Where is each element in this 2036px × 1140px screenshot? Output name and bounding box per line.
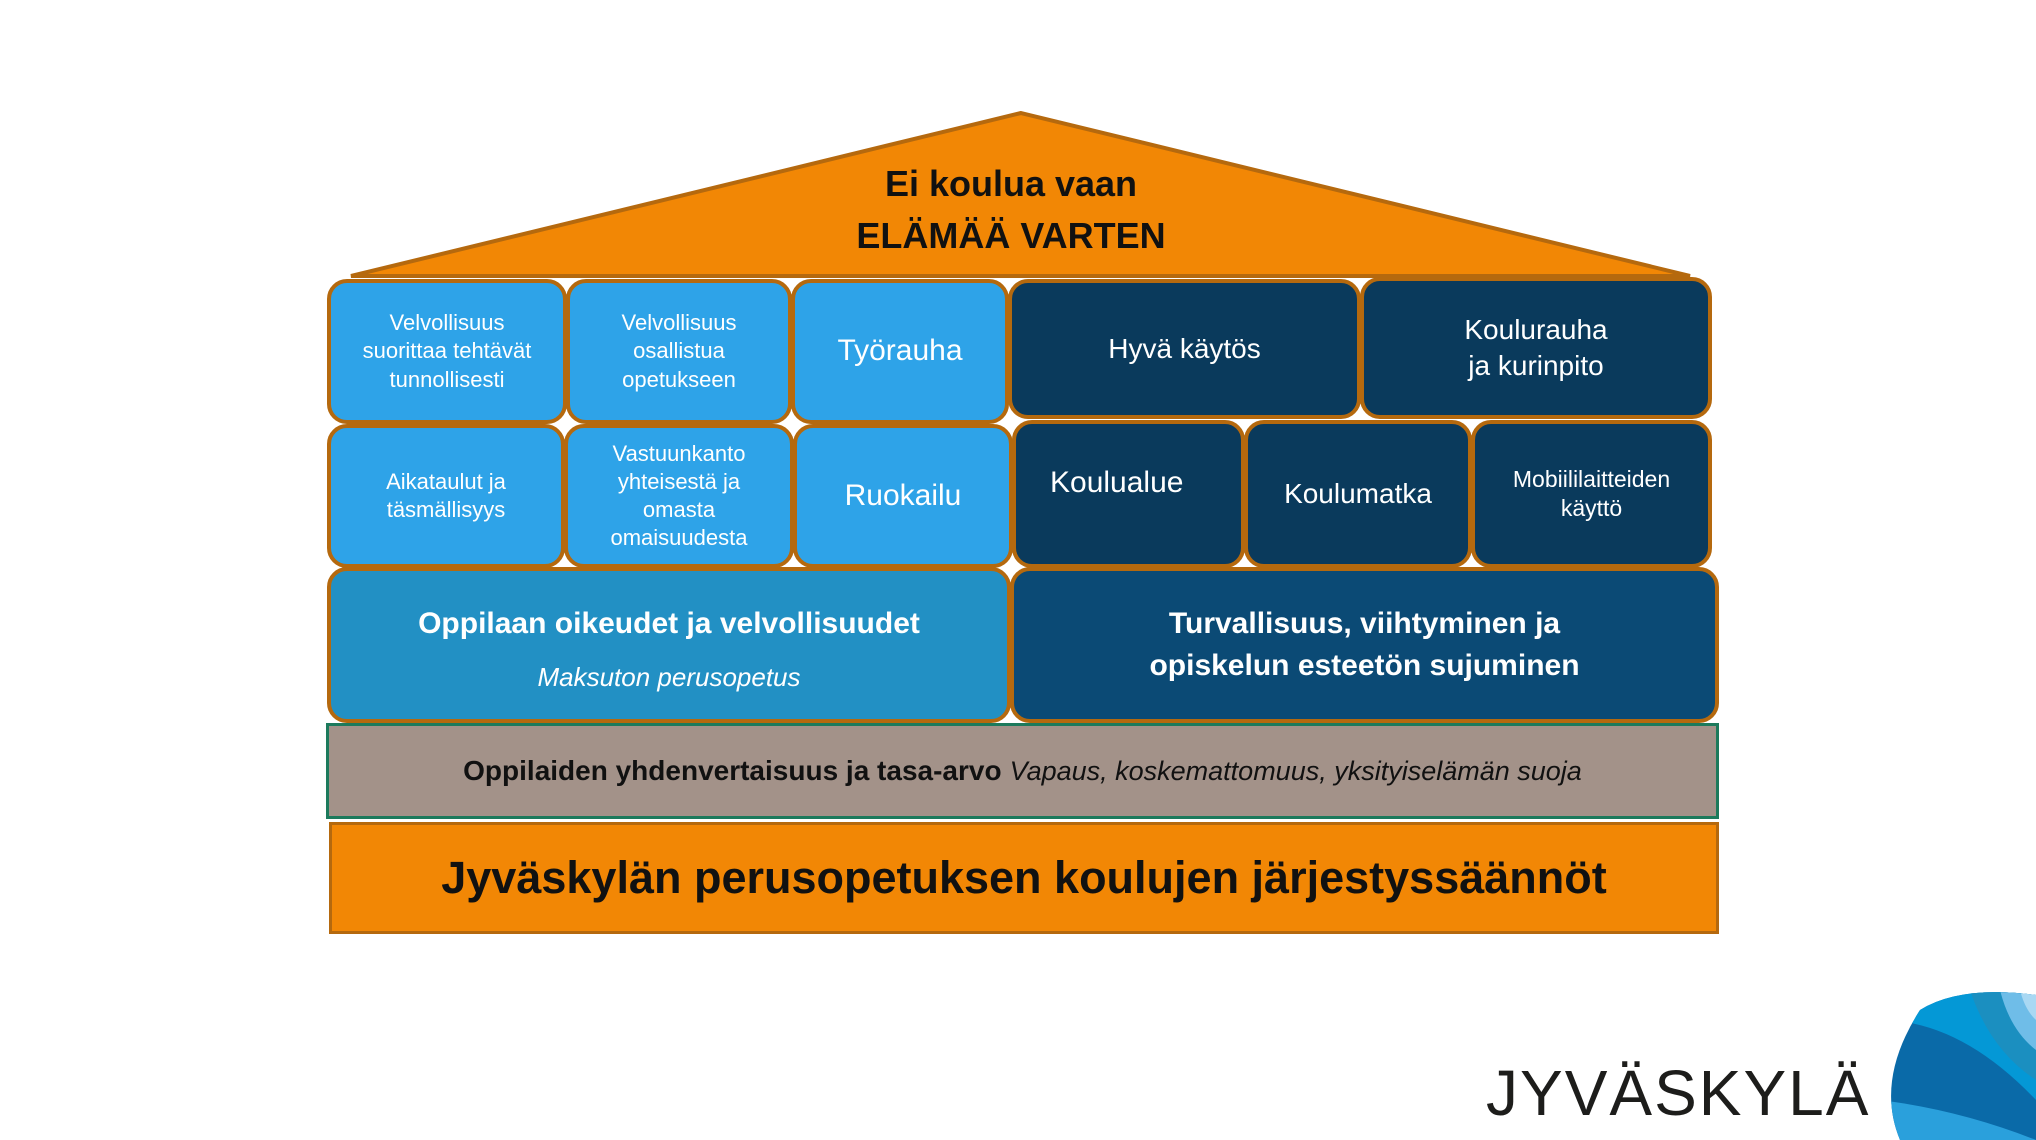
block-text: ja kurinpito [1468,350,1604,381]
block-text: opiskelun esteetön sujuminen [1149,649,1580,682]
equality-subtitle: Vapaus, koskemattomuus, yksityiselämän suoja [1009,755,1582,786]
dining-block [793,424,1013,568]
block-text: suorittaa tehtävät [362,338,532,364]
duty-attend-block [566,279,792,424]
block-text: Työrauha [837,334,963,368]
block-text: Mobiililaitteiden [1512,465,1671,492]
rights-duties-block [327,567,1011,723]
block-text: omasta [642,497,716,522]
block-text: Vastuunkanto [612,440,746,466]
good-behaviour-block [1008,279,1361,419]
block-text: käyttö [1560,495,1623,521]
equality-band [326,723,1719,819]
block-title: Oppilaan oikeudet ja velvollisuudet [418,607,920,640]
block-text: opetukseen [622,366,736,392]
block-text: tunnollisesti [389,366,505,392]
mobile-devices-block [1471,420,1712,568]
equality-title: Oppilaiden yhdenvertaisuus ja tasa-arvo [463,755,1002,786]
foundation-title: Jyväskylän perusopetuksen koulujen järjestyssäännöt [441,852,1607,903]
schedules-block [327,424,565,568]
safety-block [1010,567,1719,723]
school-peace-block [1360,277,1712,419]
block-text: yhteisestä ja [617,468,741,494]
block-text: täsmällisyys [386,497,506,522]
roof-title-line2: ELÄMÄÄ VARTEN [856,215,1166,257]
responsibility-block [564,424,794,568]
block-text: Ruokailu [844,478,962,512]
block-text: Koulualue [1050,466,1184,499]
work-peace-block [791,279,1009,424]
jyvaskyla-logo-text: JYVÄSKYLÄ [1486,1057,1871,1129]
block-text: Koulumatka [1284,478,1432,510]
school-trip-block [1244,420,1472,568]
block-text: Velvollisuus [621,310,737,336]
roof-title-line1: Ei koulua vaan [884,163,1138,204]
jyvaskyla-logo-icon [1880,990,2036,1140]
block-text: osallistua [633,338,725,364]
block-text: Hyvä käytös [1108,333,1261,365]
block-text: Turvallisuus, viihtyminen ja [1168,607,1561,640]
school-area-block [1012,420,1245,568]
block-subtitle: Maksuton perusopetus [537,662,801,693]
block-text: omaisuudesta [610,525,748,551]
block-text: Velvollisuus [389,310,505,336]
foundation-band [329,822,1719,934]
duty-complete-tasks-block [327,279,567,424]
block-text: Aikataulut ja [386,468,506,494]
roof-title [651,158,1371,262]
block-text: Koulurauha [1464,314,1608,346]
